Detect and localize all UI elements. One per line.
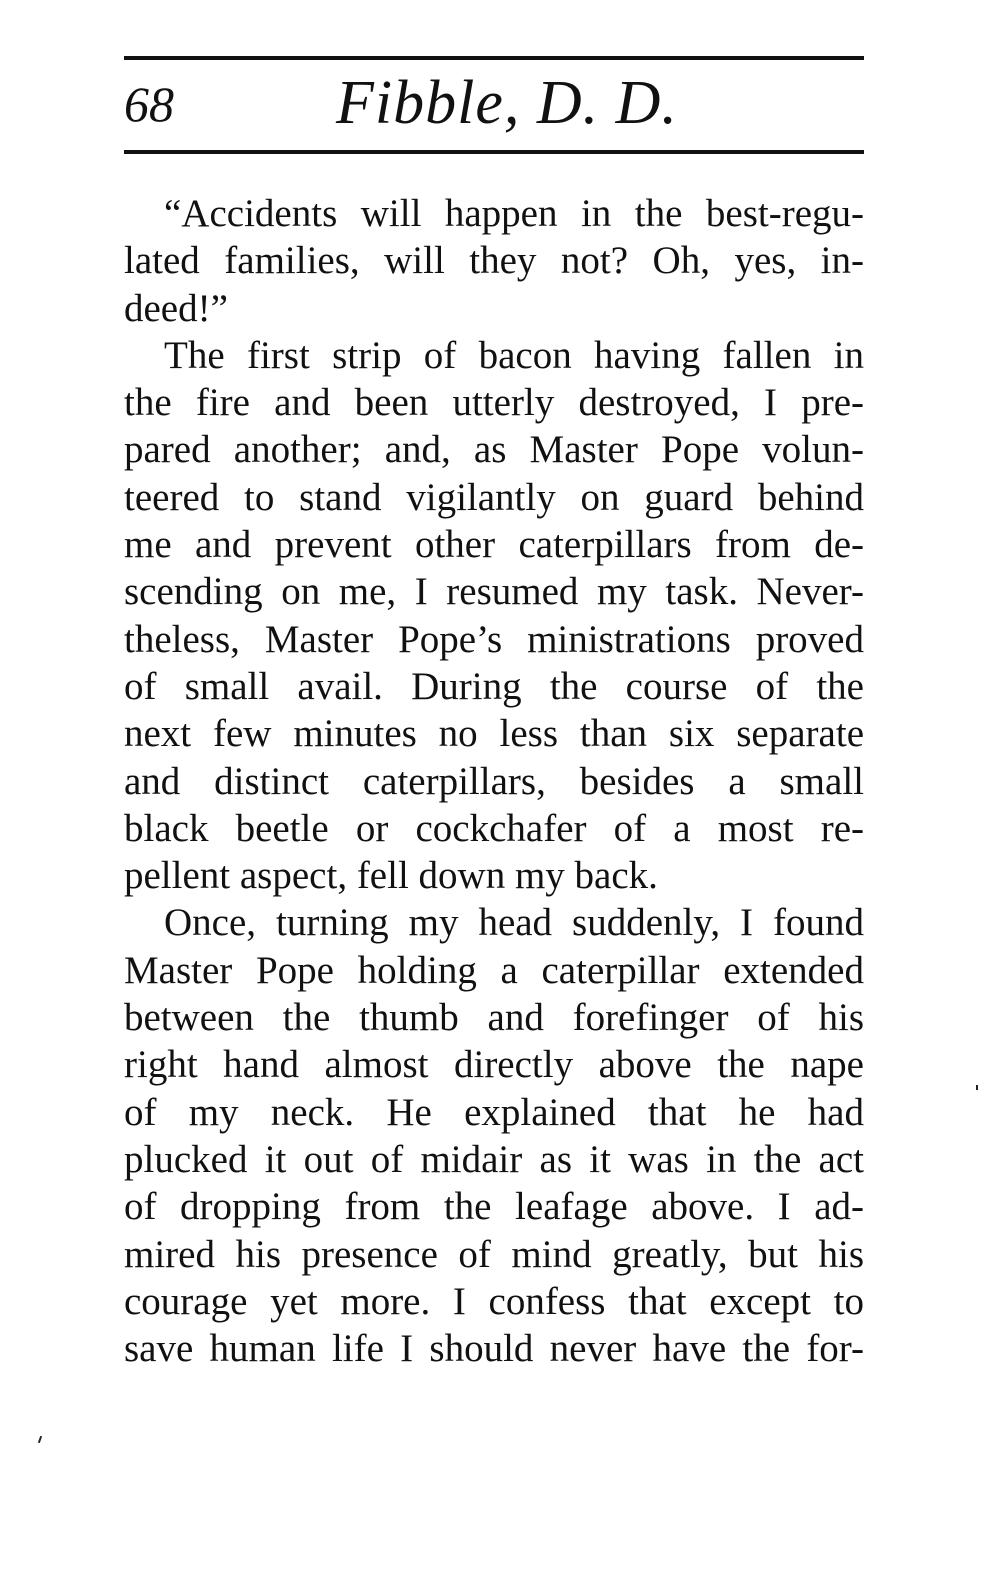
header-rule-top xyxy=(124,56,864,60)
text-line: of small avail. During the course of the xyxy=(124,664,864,708)
text-line: black beetle or cockchafer of a most re- xyxy=(124,806,864,850)
text-line: save human life I should never have the for- xyxy=(124,1327,864,1371)
text-line: me and prevent other caterpillars from de- xyxy=(124,523,864,567)
text-line: teered to stand vigilantly on guard behind xyxy=(124,475,864,519)
text-line: of dropping from the leafage above. I ad- xyxy=(124,1185,864,1229)
body-text xyxy=(124,190,864,1372)
text-line: pared another; and, as Master Pope volun- xyxy=(124,428,864,472)
ink-speck xyxy=(38,1436,42,1443)
text-line: deed!” xyxy=(124,286,228,330)
text-line: and distinct caterpillars, besides a small xyxy=(124,759,864,803)
text-line: of my neck. He explained that he had xyxy=(124,1090,864,1134)
text-line: Master Pope holding a caterpillar extended xyxy=(124,948,864,992)
running-title: Fibble, D. D. xyxy=(336,69,678,137)
text-line: lated families, will they not? Oh, yes, in- xyxy=(124,239,864,283)
text-line: courage yet more. I confess that except to xyxy=(124,1279,864,1323)
text-line: Once, turning my head suddenly, I found xyxy=(164,901,864,945)
text-line: between the thumb and forefinger of his xyxy=(124,996,864,1040)
header-rule-bottom xyxy=(124,150,864,154)
text-line: right hand almost directly above the nape xyxy=(124,1043,864,1087)
text-line: scending on me, I resumed my task. Never- xyxy=(124,570,864,614)
text-line: theless, Master Pope’s ministrations proved xyxy=(124,617,864,661)
text-line: next few minutes no less than six separate xyxy=(124,712,864,756)
ink-speck xyxy=(976,1085,978,1090)
text-line: pellent aspect, fell down my back. xyxy=(124,854,658,898)
text-line: the fire and been utterly destroyed, I pre- xyxy=(124,381,864,425)
text-line: “Accidents will happen in the best-regu- xyxy=(164,192,864,235)
text-line: plucked it out of midair as it was in the act xyxy=(124,1137,864,1181)
page-number: 68 xyxy=(124,76,174,132)
running-head xyxy=(124,70,864,142)
text-line: The first strip of bacon having fallen in xyxy=(164,333,864,377)
text-line: mired his presence of mind greatly, but his xyxy=(124,1232,864,1276)
